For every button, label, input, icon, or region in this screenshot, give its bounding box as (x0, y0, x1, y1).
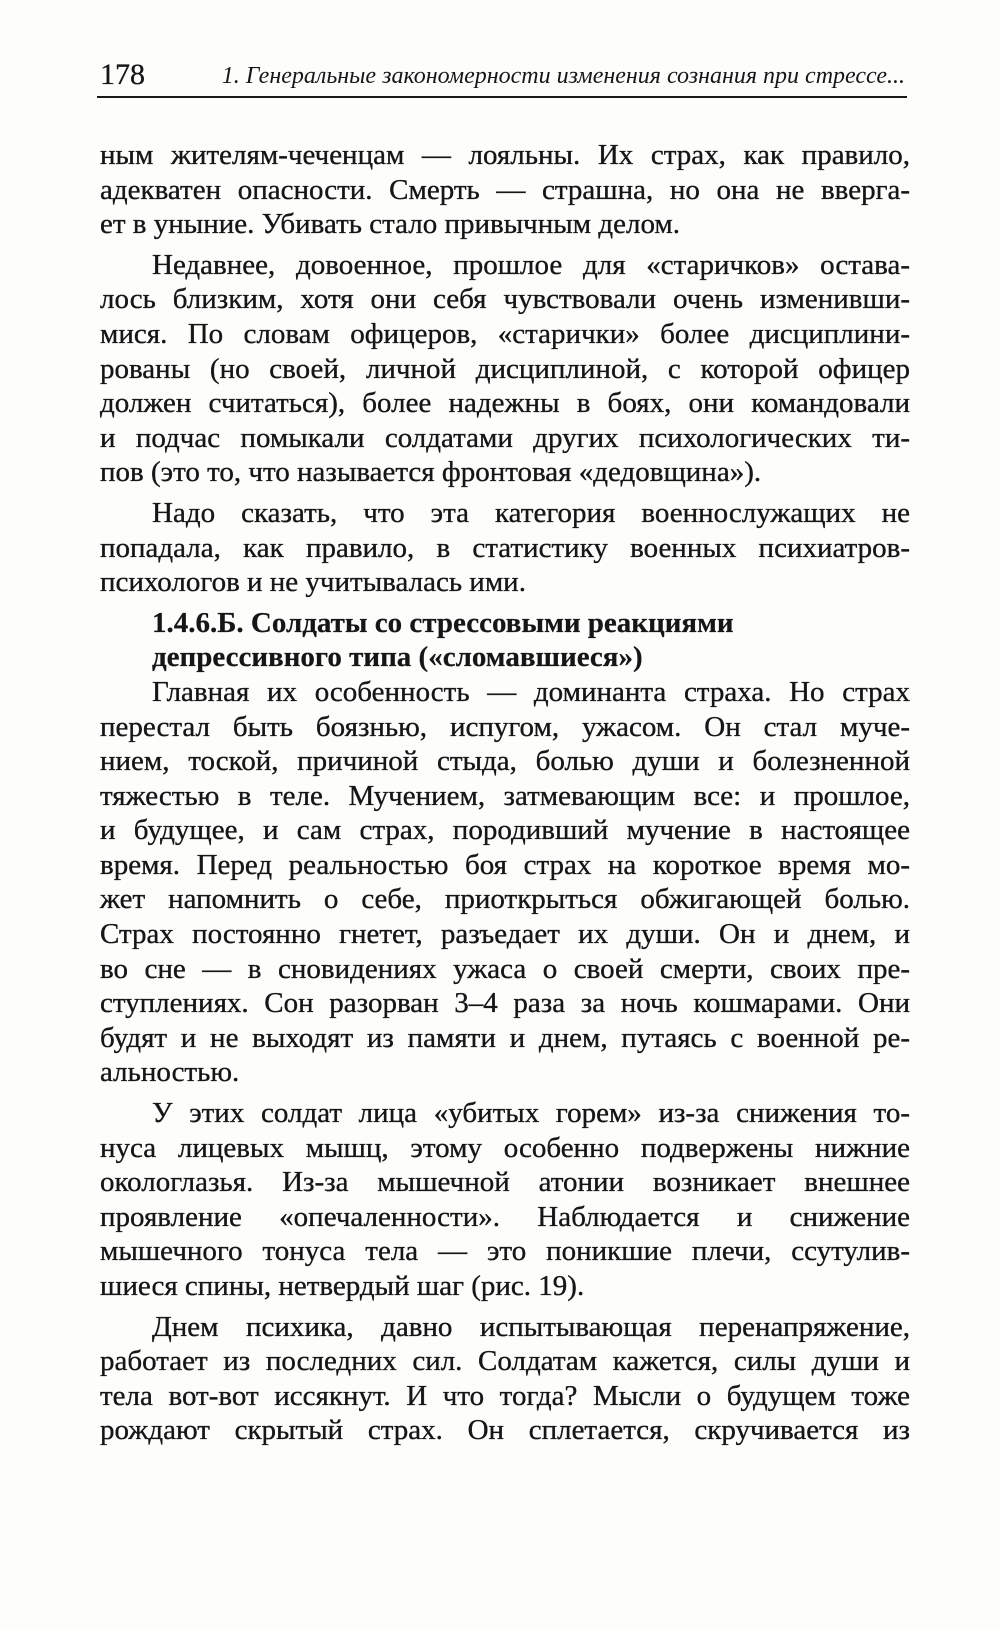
text-line: мися. По словам офицеров, «старички» более дисциплини- (100, 317, 910, 350)
paragraph-1 (100, 138, 910, 242)
paragraph-3 (100, 496, 910, 600)
text-line: альностью. (100, 1056, 240, 1089)
text-line: перестал быть боязнью, испугом, ужасом. Он стал муче- (100, 710, 910, 743)
text-line: должен считаться), более надежны в боях, они командовали (100, 387, 910, 420)
text-line: Надо сказать, что эта категория военнослужащих не (152, 496, 910, 529)
header-rule (97, 96, 907, 98)
heading-line: 1.4.6.Б. Солдаты со стрессовыми реакциями (152, 606, 734, 639)
page-number: 178 (100, 58, 145, 91)
heading-line: депрессивного типа («сломавшиеся») (152, 641, 643, 674)
text-line: ступлениях. Сон разорван 3–4 раза за ночь кошмарами. Они (100, 987, 910, 1020)
text-line: тела вот-вот иссякнут. И что тогда? Мысли о будущем тоже (100, 1379, 910, 1412)
paragraph-4 (100, 675, 910, 1090)
running-title: 1. Генеральные закономерности изменения сознания при стрессе... (221, 63, 905, 89)
text-line: во сне — в сновидениях ужаса о своей смерти, своих пре- (100, 952, 910, 985)
body-text (100, 138, 910, 1448)
paragraph-6 (100, 1310, 910, 1448)
text-line: и будущее, и сам страх, породивший мучение в настоящее (100, 814, 910, 847)
text-line: психологов и не учитывалась ими. (100, 566, 526, 599)
text-line: проявление «опечаленности». Наблюдается и снижение (100, 1200, 910, 1233)
text-line: пов (это то, что называется фронтовая «дедовщина»). (100, 456, 762, 489)
text-line: будят и не выходят из памяти и днем, путаясь с военной ре- (100, 1021, 910, 1054)
text-line: тяжестью в теле. Мучением, затмевающим все: и прошлое, (100, 779, 910, 812)
text-line: ет в уныние. Убивать стало привычным делом. (100, 208, 681, 241)
text-line: Страх постоянно гнетет, разъедает их души. Он и днем, и (100, 918, 910, 951)
text-line: попадала, как правило, в статистику военных психиатров- (100, 531, 910, 564)
text-line: Днем психика, давно испытывающая перенапряжение, (152, 1310, 910, 1343)
text-line: шиеся спины, нетвердый шаг (рис. 19). (100, 1270, 585, 1302)
text-line: окологлазья. Из-за мышечной атонии возникает внешнее (100, 1166, 910, 1199)
text-line: нуса лицевых мышц, этому особенно подвержены нижние (100, 1131, 910, 1164)
section-heading (100, 606, 910, 675)
text-line: лось близким, хотя они себя чувствовали очень изменивши- (100, 283, 910, 316)
text-line: и подчас помыкали солдатами других психологических ти- (100, 421, 910, 454)
text-line: адекватен опасности. Смерть — страшна, но она не вверга- (100, 173, 910, 206)
text-line: время. Перед реальностью боя страх на короткое время мо- (100, 848, 910, 881)
text-line: нием, тоской, причиной стыда, болью души и болезненной (100, 745, 910, 778)
paragraph-2 (100, 248, 910, 490)
text-line: Главная их особенность — доминанта страха. Но страх (152, 675, 910, 708)
text-line: рождают скрытый страх. Он сплетается, скручивается из (100, 1414, 910, 1447)
text-line: работает из последних сил. Солдатам кажется, силы души и (100, 1345, 910, 1378)
text-line: ным жителям-чеченцам — лояльны. Их страх, как правило, (100, 139, 910, 171)
text-line: У этих солдат лица «убитых горем» из-за снижения то- (152, 1097, 910, 1130)
text-line: рованы (но своей, личной дисциплиной, с которой офицер (100, 352, 910, 385)
text-line: жет напомнить о себе, приоткрыться обжигающей болью. (100, 883, 910, 916)
text-line: Недавнее, довоенное, прошлое для «старичков» остава- (152, 248, 910, 281)
text-line: мышечного тонуса тела — это поникшие плечи, ссутулив- (100, 1235, 910, 1268)
paragraph-5 (100, 1096, 910, 1304)
